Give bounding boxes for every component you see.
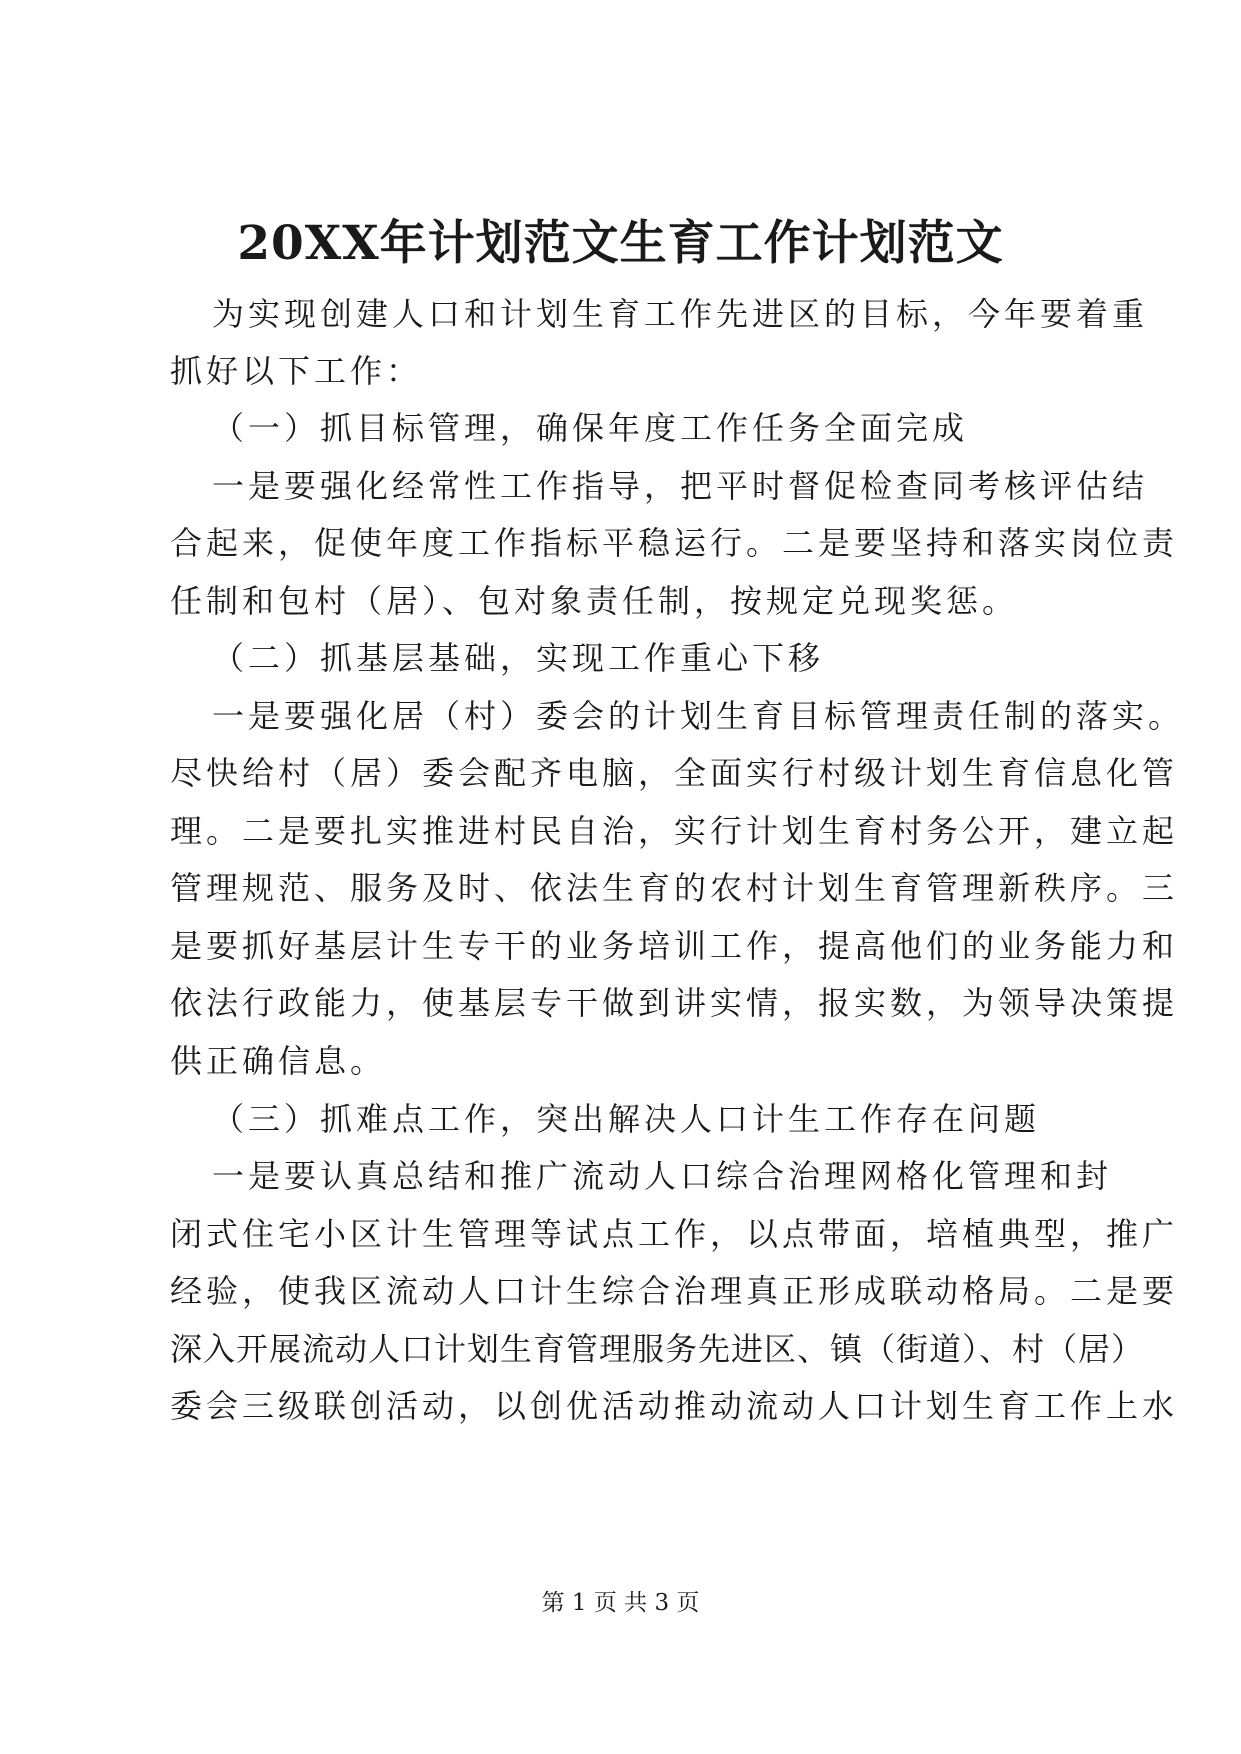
paragraph-line-17: 闭式住宅小区计生管理等试点工作，以点带面，培植典型，推广 [170, 1215, 1179, 1253]
paragraph-line-19: 深入开展流动人口计划生育管理服务先进区、镇（街道）、村（居） [170, 1330, 1145, 1368]
paragraph-line-11: 管理规范、服务及时、依法生育的农村计划生育管理新秩序。三 [170, 869, 1179, 907]
paragraph-line-6: 任制和包村（居）、包对象责任制，按规定兑现奖惩。 [170, 582, 1019, 620]
paragraph-line-8: 一是要强化居（村）委会的计划生育目标管理责任制的落实。 [212, 697, 1185, 735]
paragraph-line-16: 一是要认真总结和推广流动人口综合治理网格化管理和封 [212, 1157, 1113, 1195]
paragraph-line-1: 为实现创建人口和计划生育工作先进区的目标，今年要着重 [212, 295, 1149, 333]
paragraph-line-13: 依法行政能力，使基层专干做到讲实情，报实数，为领导决策提 [170, 984, 1179, 1022]
paragraph-line-9: 尽快给村（居）委会配齐电脑，全面实行村级计划生育信息化管 [170, 754, 1179, 792]
paragraph-line-4: 一是要强化经常性工作指导，把平时督促检查同考核评估结 [212, 467, 1149, 505]
page-number-footer: 第 1 页 共 3 页 [541, 1590, 700, 1616]
paragraph-line-18: 经验，使我区流动人口计生综合治理真正形成联动格局。二是要 [170, 1272, 1179, 1310]
section-heading-2: （二）抓基层基础，实现工作重心下移 [212, 639, 825, 677]
paragraph-line-5: 合起来，促使年度工作指标平稳运行。二是要坚持和落实岗位责 [170, 524, 1179, 562]
paragraph-line-12: 是要抓好基层计生专干的业务培训工作，提高他们的业务能力和 [170, 927, 1179, 965]
document-title: 20XX年计划范文生育工作计划范文 [237, 216, 1004, 271]
paragraph-line-10: 理。二是要扎实推进村民自治，实行计划生育村务公开，建立起 [170, 812, 1179, 850]
paragraph-line-2: 抓好以下工作： [170, 352, 423, 390]
paragraph-line-20: 委会三级联创活动，以创优活动推动流动人口计划生育工作上水 [170, 1387, 1179, 1425]
section-heading-3: （三）抓难点工作，突出解决人口计生工作存在问题 [212, 1100, 1041, 1138]
paragraph-line-14: 供正确信息。 [170, 1042, 387, 1080]
section-heading-1: （一）抓目标管理，确保年度工作任务全面完成 [212, 409, 969, 447]
